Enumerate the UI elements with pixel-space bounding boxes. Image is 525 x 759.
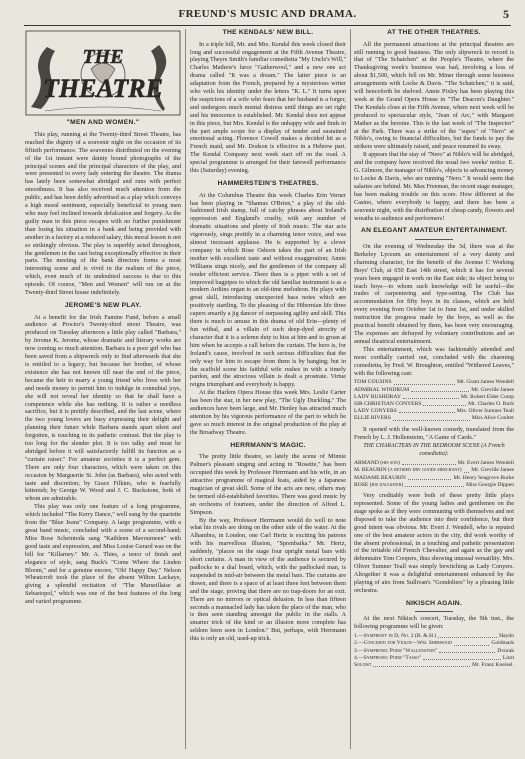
article-paragraph: At a benefit for the Irish Famine Fund, before a small audience at Proctor's Twenty-third street Theatre, was produced on Tuesday afternoon a little play called "Barbara," by Jerome K. Jerome, whose dramatic and literary works are now coming so much attention. Barbara is a poor girl who has been saved from a shipwreck only to find afterwards that she is entitled to a legacy; but because her brother, of whose existence she has not known till near the end of the piece, became the heir to marry a young friend who lives with her and needs money to permit him to indulge in connubial joys, she will not reveal her identity so that he shall have a competence while she has nothing. It is rather a needless sacrifice, but it is prettily described, and the last scene, where the two young lovers are busy expressing their delight and planning their future while Barbara stands apart silent and forgotten, is touching in its pathetic contrast. But the play is too long for the slender plot. It is too talky and must be abridged before it will satisfactorily fulfill its function as a "curtain raiser." For amateur societies it is a perfect gem. There are only four characters, which were taken on this occasion by Marguerite St. John (as Barbara), who acted with taste and discretion; by Grace Filkins, who is fearfully kittenish; by George W. Wood and J. C. Buckstone, both of whom are admirable. <box>25 313 181 503</box>
column-1 <box>25 29 181 749</box>
row-label: LADY RUSHDRAY <box>354 393 401 400</box>
article-paragraph: It opened with the well-known comedy, translated from the French by L. J. Hollensteim, "A Game of Cards." <box>354 425 514 441</box>
section-heading: THE KENDALS' NEW BILL. <box>222 29 314 36</box>
section-heading: AN ELEGANT AMATEUR ENTERTAINMENT. <box>361 227 507 235</box>
section-heading: AT THE OTHER THEATRES. <box>387 29 481 36</box>
list-row <box>354 640 514 647</box>
heading-rule <box>415 239 453 240</box>
heading-rule <box>415 611 453 612</box>
row-label: ROSE (his daughter) <box>354 481 404 488</box>
dot-leader <box>402 460 456 465</box>
article-paragraph: The pretty little theatre, so lately the scene of Minnie Palmer's pleasant singing and acting in "Rosette," has been occupied this week by Professor Herrmann and his wife, in an attractive programme of magical feats, aided by a Japanese magician of great skill. Some of the acts are new, others may be termed old-established favorites. There was good music by an orchestra of fourteen, under the direction of Alfred L. Simpson. <box>190 453 346 516</box>
article-paragraph: All the permanent attractions at the principal theatres are still running to good business. The only slipwreck to record is that of "The Schatchen" at the People's Theatre, where the Thanksgiving week's business was bad, involving a loss of about $1,500, which fell on Mr. Miner through some business arrangements with Locke & Davis. "The Schatchen," it is said, will henceforth be shelved. Annie Pixley has been playing this week at the Grand Opera House in "The Deacon's Daughter." The Kendals close at the Fifth Avenue, where next week will be produced to spectacular style, "Jean of Arc," with Margaret Mather as the heroine. This is the last week of "The Inspector" at the Park. There was a strike of the "supes" of "Nero" at Niblo's, owing to financial difficulties, but the funds to pay the strikers were ultimately raised, and peace resumed its sway. <box>354 40 514 151</box>
article-paragraph: In a triple bill, Mr. and Mrs. Kendal this week closed their long and successful engagement at the Fifth Avenue Theatre, playing Theyre Smith's familiar comedietta "My Uncle's Will," Charles Mathew's farce "Gatherwool," and a new one act drama called "It was a dream." The latter piece is an adaptation from the French, prepared by a mysterious writer who veils his identity under the letters "K. L." It turns upon the suspicions of a wife who fears that her husband is a forger, and undergoes much mental distress until things are set right and his innocence is established. Mr. Kendal does not appear in this piece, but Mrs. Kendal is the unhappy wife and finds in the part ample scope for a display of tender and sustained emotional acting. Florence Cowell makes a decided hit as a French maid, and Mr. Dodson is effective in a Hebrew part. The Kendal Company next week start off on the road. A special programme is arranged for their farewell performance this (Saturday) evening. <box>190 40 346 175</box>
row-value: Dvorak <box>497 647 514 654</box>
row-value: Haydn <box>499 633 514 640</box>
dot-leader <box>423 655 501 660</box>
row-value: Miss Alice Coulter <box>471 415 514 422</box>
row-value: Mr. Franz Kneisel. <box>472 662 514 669</box>
column-2 <box>190 29 346 749</box>
dot-leader <box>411 387 469 392</box>
article-paragraph: This play was only one feature of a long programme, which included "The Kerry Dance," well sung by the quartette from the "Blue Jeans" Company. A large programme, with a great band music, concluded with a scene of a second-hand; Miss Rose Scheintoda sang "Kathleen Mavourneen" with good taste and expression, and Miss Louise Gerard was on the bill for "Killarney." Mr. A. Thies, a tenor of finish and elegance of style, sang Buck's "Come Where the Linden Bloom," and for a genuine encore, "Oh! Happy Day." Nelson Wheatcroft took the place of the absent Wilton Lackaye, giving a splendid recitation of "The Marseillaise at Sebastopol," which was one of the best features of the long and varied programme. <box>25 503 181 606</box>
list-row <box>354 655 514 662</box>
row-value: Mr. Greville James <box>471 386 514 393</box>
row-label: TOM COUSINS <box>354 379 392 386</box>
list-row <box>354 415 514 422</box>
dot-leader <box>408 475 452 480</box>
dot-leader <box>439 648 495 653</box>
dot-leader <box>373 662 470 667</box>
list-row <box>354 648 514 655</box>
row-label: 1.—Symphony in D, No. 2 (B. & H.) <box>354 633 437 640</box>
list-row <box>354 394 514 401</box>
page-number: 5 <box>503 7 509 21</box>
cast-list <box>354 460 514 489</box>
list-row <box>354 633 514 640</box>
theatre-logo-art <box>25 29 181 117</box>
row-value: Mrs. Oliver Sumner Teall <box>456 408 514 415</box>
row-label: Soloist <box>354 662 372 669</box>
row-value: Mr. Robert Elder Comp <box>460 393 514 400</box>
row-value: Miss Georgie Dippen <box>465 481 514 488</box>
article-paragraph: Very creditably were both of these pretty little plays represented. Some of the young ladies and gentlemen on the stage spoke as if they were communing with themselves and not disposed to take the audience into their confidence, but their good intent was obvious. Mr. Evert J. Wendell, who is reputed one of the best amateur actors in the city, did work worthy of the absent professional, in a touching and pathetic presentation of the irritable old French Chevalier, and again as the gay and debonnaire Tom Coopers, thus showing unusual versatility. Mrs. Oliver Sumner Teall was simply bewitching as Lady Conyers. Altogether it was a delightful entertainment enhanced by the playing of airs from Sullivan's "Gondoliers" by a pleasing little orchestra. <box>354 492 514 594</box>
dot-leader <box>405 482 464 487</box>
section-heading: HAMMERSTEIN'S THEATRES. <box>217 180 319 187</box>
row-label: ARMAND (his son) <box>354 460 400 467</box>
row-value: Mr. Grant James Wendell <box>457 379 514 386</box>
section-heading: HERRMANN'S MAGIC. <box>230 441 306 449</box>
list-row <box>354 467 514 474</box>
dot-leader <box>393 415 470 420</box>
article-paragraph: At the Columbus Theatre this week Charles Erin Verner has been playing in "Shamus O'Brien," a play of the old-fashioned Irish stamp, full of catchy phrases about Ireland's oppression and England's cruelty, with any number of dramatic situations and plenty of Irish music. The star acts vigorously, sings prettily in a charming tenor voice, and was almost incessant applause. He is supported by a clever company in which Rose Osborn takes the part of an Irish mother with excellent taste and without exaggeration; Annie Williams sings nicely, and the gentlemen of the company all render efficient service. There then is a piper with a set of improved bagpipes to which the old familiar instrument is as a modern Ardiins organ to an old-time melodeon. He plays with great skill, introducing unexpected bass notes which are positively startling. To the pleasing of the Hibernian life three capers smartly a jig dancer of surpassing agility and skill. This there is much to amuse in this drama of old Erin—plenty of fun withal, and a villain of such deep-dyed atrocity of character that it is a solemn duty to hiss at him and to groan at him when he accepts a call before the curtain. The hero is, for Ireland's cause, involved in such serious difficulties that the only way for him to escape from them is by hanging; but in the scaffold scene his faithful wife rushes in with a timely pardon, and the atrocious villain is dealt a prostrate. Virtue reigns triumphant and everybody is happy. <box>190 191 346 389</box>
row-label: 3.—Symphonic Poem "Wallenstein" <box>354 647 438 654</box>
column-rule <box>350 29 351 749</box>
column-rule <box>185 29 186 749</box>
row-value: Liszt <box>502 654 514 661</box>
row-value: Mr. Henry Seagrove Burke <box>453 474 514 481</box>
article-paragraph: This play, running at the Twenty-third Street Theatre, has reached the dignity of a souvenir night on the occasion of its fiftieth performance. The souvenirs distributed on the evening of the 1st instant were dainty bound photographs of the principal scenes and the principal characters of the play, and were presented to every lady entering the theatre. The drama has lately been somewhat abridged and runs with perfect smoothness. It has also received much attention from the public, and has been deftly advertised as a play which conveys a high moral sentiment, especially beneficial to young men who may feel inclined towards defalcation and forgery. As the guilty man in this piece escapes with no further punishment than losing his situation in a bank and being provided with another in a factory at a reduced salary, this moral lesson is not so strikingly obvious. The play is superbly acted throughout, the gentlemen in the cast being exceptionally effective in their parts. The meeting of the bank directors forms a most interesting scene and is vivid in the realism of the piece, which, even much of its undoubted success is due to this episode. Of course, "Men and Women" will run on at the Twenty-third Street house indefinitely. <box>25 130 181 297</box>
list-row <box>354 401 514 408</box>
article-paragraph: By the way, Professor Herrmann would do well to note what his rivals are doing on the other side of the water. At the Alhambra, in London, one Carl Hertz is exciting his patrons with his marvellous illusion, "Sprenbaika." Mr. Hertz, suddenly, "places on the stage four upright metal bars with short curtains. A man in view of the audience is secured by padlocks to a dial board, which, with the padlocked man, is suspended in mid-air between the metal bars. The curtains are drawn, and there is a space of at least three feet between them and the stage, proving that there are no trap-doors for an exit. There are no mirrors or optical delusion. In less than fifteen seconds a mannacled lady has taken the place of the man, who is then seen standing amongst the public in the stalls. A smarter trick of the kind or an illusion more complete has seldom been seen in London." But, perhaps, with Herrmann this is only an old, used-up trick. <box>190 516 346 643</box>
row-value: Mr. Greville James <box>471 467 514 474</box>
row-label: LADY CONYERS <box>354 408 397 415</box>
svg-text:THE: THE <box>82 46 124 68</box>
list-row <box>354 408 514 415</box>
the-theatre-logo <box>25 29 181 117</box>
list-row <box>354 482 514 489</box>
cast-list <box>354 379 514 422</box>
page-header <box>24 7 511 26</box>
dot-leader <box>464 467 470 472</box>
column-3 <box>354 29 514 749</box>
article-paragraph: On the evening of Wednesday the 3d, there was at the Berkeley Lyceum an entertainment of a very dainty and charming character, for the benefit of the Avenue C Working Boys' Club, at 650 East 14th street, which it has for several years been engaged in work on the East side; its object being to teach boys—to whom such knowledge will be useful—the trades of carpentering and type-setting. The Club has accommodation for fifty boys in its classes, which are held every evening from October 1st to June 1st, and under skilled instruction the progress made by the boys, as well as the practical benefit obtained by them, has been very encouraging. The expenses are defrayed by voluntary contributions and an annual theatrical entertainment. <box>354 243 514 345</box>
list-row <box>354 379 514 386</box>
row-label: ADMIRAL WINDRUM <box>354 386 410 393</box>
row-label: 2.—Concerto for Violin—Wm. Sherwood <box>354 640 453 647</box>
list-row <box>354 662 514 669</box>
row-label: ELLIE RIVERS <box>354 415 391 422</box>
article-paragraph: At the Harlem Opera House this week Mrs. Leslie Carter has been the star, in her new play, "The Ugly Duckling." The audiences have been large, and Mr. Henley has attracted much attention by his vigorous performance of the part to which he gave so much interest in the original production of the play at the Broadway Theatre. <box>190 389 346 436</box>
article-paragraph: At the next Nikisch concert, Tuesday, the 9th inst., the following programme will be given: <box>354 615 514 631</box>
section-heading: JEROME'S NEW PLAY. <box>64 301 142 309</box>
dot-leader <box>399 408 455 413</box>
row-value: Mr. Charles O. Burk <box>468 401 514 408</box>
row-value: Goldmark <box>491 640 514 647</box>
row-label: SIR CHRISTIAN CONYERS <box>354 401 422 408</box>
row-label: M. BEAURIN (a retired dry goods merchant) <box>354 467 462 474</box>
list-row <box>354 387 514 394</box>
dot-leader <box>438 633 497 638</box>
dot-leader <box>403 394 459 399</box>
article-paragraph: This entertainment, which was fashionably attended and most cordially carried out, concluded with the charming comedietta, by Fred. W. Broughton, entitled "Withered Leaves," with the following cast: <box>354 345 514 377</box>
article-paragraph: It appears that the stay of "Nero" at Niblo's will be abridged, and the company have received the usual two weeks' notice. E. G. Gilmore, the manager of Niblo's, objects to advancing money to Locke & Davis, who are running "Nero." It would seem that salaries are behind. Mr. Max Freeman, the recent stage manager, has been making trouble on this score. How different at the Casino, where everybody is happy, and there has been a souvenir night, with the distribution of cheap candy, flowers and wreaths to audience and performers! <box>354 151 514 222</box>
dot-leader <box>423 401 466 406</box>
publication-title: FREUND'S MUSIC AND DRAMA. <box>178 8 357 20</box>
dot-leader <box>454 640 489 645</box>
svg-text:THEATRE: THEATRE <box>43 74 163 103</box>
row-label: 4.—Symphonic Poem "Tasso" <box>354 654 422 661</box>
article-title: "MEN AND WOMEN." <box>66 119 140 126</box>
section-heading: NIKISCH AGAIN. <box>405 599 462 607</box>
cast-list-title: THE CHARACTERS IN THE BEDROOM SCENE (A French comedietta): <box>363 443 505 457</box>
concert-programme <box>354 633 514 669</box>
row-label: MADAME BEAURIN <box>354 474 406 481</box>
dot-leader <box>394 379 455 384</box>
list-row <box>354 475 514 482</box>
row-value: Mr. Evert James Wendell <box>457 460 514 467</box>
